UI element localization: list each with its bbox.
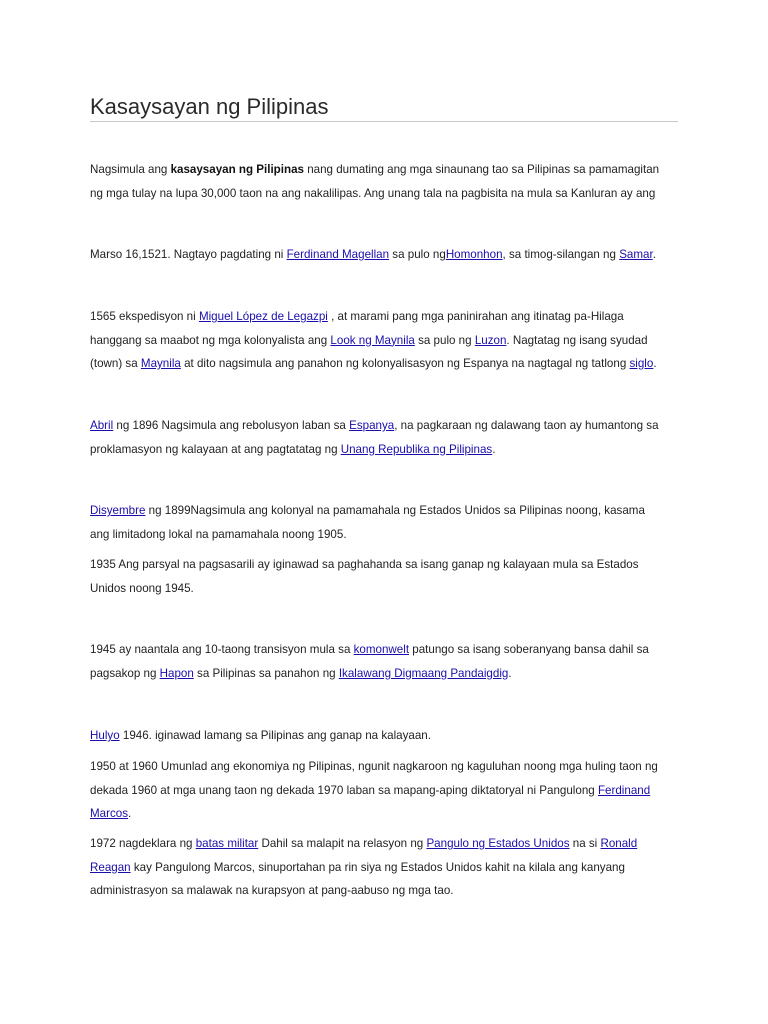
link-ferdinand-marcos-cont[interactable]: Marcos — [90, 807, 129, 820]
paragraph-intro: Nagsimula ang kasaysayan ng Pilipinas nang dumating ang mga sinaunang tao sa Pilipinas sa pamamagitan ng mga tulay na lupa 30,000 taon na ang nakalilipas. Ang unang tala na pagbisita na mula sa Kanluran ay ang — [90, 163, 660, 200]
paragraph-rebolusyon: Abril ng 1896 Nagsimula ang rebolusyon laban sa Espanya, na pagkaraan ng dalawang taon ay humantong sa proklamasyon ng kalayaan at ang pagtatatag ng Unang Republika ng Pilipinas. — [90, 419, 659, 456]
link-miguel-lopez-de-legazpi[interactable]: Miguel López de Legazpi — [198, 310, 328, 323]
link-look-ng-maynila[interactable]: Look ng Maynila — [330, 333, 415, 347]
link-luzon[interactable]: Luzon — [474, 333, 507, 347]
paragraph-disyembre: Disyembre ng 1899Nagsimula ang kolonyal na pamamahala ng Estados Unidos sa Pilipinas noong, kasama ang limitadong lokal na pamamahala noong 1905. — [90, 504, 645, 541]
link-ferdinand-magellan[interactable]: Ferdinand Magellan — [286, 248, 390, 261]
paragraph-1950: 1950 at 1960 Umunlad ang ekonomiya ng Pilipinas, ngunit nagkaroon ng kaguluhan noong mga huling taon ng dekada 1960 at mga unang taon ng dekada 1970 laban sa mapang-aping diktatoryal ni Pangulong Ferdinand Marcos. — [90, 760, 658, 820]
link-espanya[interactable]: Espanya — [349, 419, 395, 432]
link-homonhon[interactable]: Homonhon — [445, 248, 503, 261]
link-hapon[interactable]: Hapon — [159, 666, 194, 680]
link-pangulo-ng-estados-unidos[interactable]: Pangulo ng Estados Unidos — [426, 837, 570, 850]
paragraph-legazpi: 1565 ekspedisyon ni Miguel López de Legazpi , at marami pang mga paninirahan ang itinatag pa-Hilaga hanggang sa maabot ng mga kolonyalista ang Look ng Maynila sa pulo ng Luzon. Nagtatag ng isang syudad (town) sa Maynila at dito nagsimula ang panahon ng kolonyalisasyon ng Espanya na nagtagal ng tatlong siglo. — [90, 310, 657, 370]
link-ferdinand-marcos[interactable]: Ferdinand — [597, 783, 651, 797]
paragraph-1945: 1945 ay naantala ang 10-taong transisyon mula sa komonwelt patungo sa isang soberanyang bansa dahil sa pagsakop ng Hapon sa Pilipinas sa panahon ng Ikalawang Digmaang Pandaigdig. — [90, 643, 649, 680]
paragraph-1935: 1935 Ang parsyal na pagsasarili ay iginawad sa paghahanda sa isang ganap ng kalayaan mula sa Estados Unidos noong 1945. — [90, 558, 639, 595]
link-maynila[interactable]: Maynila — [140, 357, 181, 370]
link-abril[interactable]: Abril — [90, 419, 114, 432]
link-komonwelt[interactable]: komonwelt — [353, 643, 410, 656]
link-unang-republika[interactable]: Unang Republika ng Pilipinas — [340, 442, 493, 456]
paragraph-magellan: Marso 16,1521. Nagtayo pagdating ni Ferdinand Magellan sa pulo ngHomonhon, sa timog-silangan ng Samar. — [90, 248, 656, 261]
paragraph-hulyo: Hulyo 1946. iginawad lamang sa Pilipinas ang ganap na kalayaan. — [90, 729, 431, 742]
bold-term: kasaysayan ng Pilipinas — [170, 163, 304, 176]
page-title: Kasaysayan ng Pilipinas — [90, 93, 678, 122]
link-batas-militar[interactable]: batas militar — [195, 837, 259, 850]
link-siglo[interactable]: siglo — [629, 357, 654, 370]
link-ikalawang-digmaang-pandaigdig[interactable]: Ikalawang Digmaang Pandaigdig — [338, 666, 509, 680]
link-ronald-reagan[interactable]: Ronald — [600, 837, 638, 850]
link-ronald-reagan-cont[interactable]: Reagan — [90, 860, 131, 874]
link-disyembre[interactable]: Disyembre — [90, 504, 146, 517]
paragraph-1972: 1972 nagdeklara ng batas militar Dahil sa malapit na relasyon ng Pangulo ng Estados Unidos na si Ronald Reagan kay Pangulong Marcos, sinuportahan pa rin siya ng Estados Unidos kahit na kilala ang kanyang administrasyon sa malawak na kurapsyon at pang-aabuso ng mga tao. — [90, 837, 638, 897]
link-hulyo[interactable]: Hulyo — [90, 729, 120, 742]
link-samar[interactable]: Samar — [619, 248, 653, 261]
